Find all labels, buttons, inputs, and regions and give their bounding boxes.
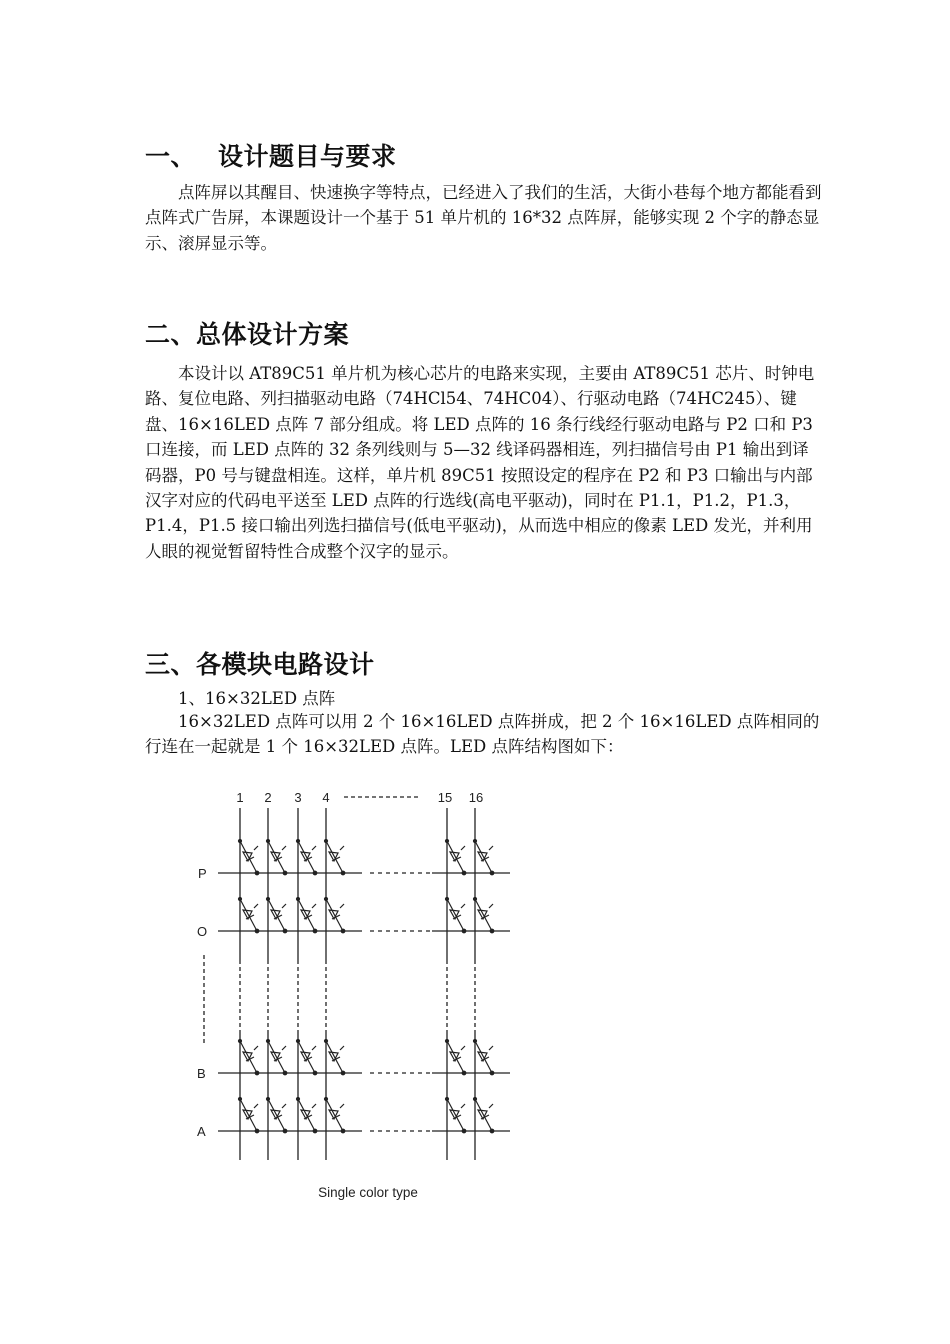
- led-cell: [325, 898, 345, 933]
- led-cell: [474, 1040, 494, 1075]
- column-label-16: 16: [468, 790, 484, 805]
- led-cell: [446, 840, 466, 875]
- led-cell: [297, 1040, 317, 1075]
- led-cell: [474, 840, 494, 875]
- section-3-heading: 三、各模块电路设计: [145, 650, 375, 679]
- led-cell: [446, 898, 466, 933]
- figure-caption: Single color type: [318, 1185, 418, 1200]
- led-cell: [325, 1040, 345, 1075]
- led-cells: [239, 840, 494, 1133]
- led-cell: [267, 1040, 287, 1075]
- led-cell: [267, 1098, 287, 1133]
- led-cell: [474, 898, 494, 933]
- column-label-3: 3: [294, 790, 302, 805]
- section-1-paragraph: 点阵屏以其醒目、快速换字等特点，已经进入了我们的生活，大街小巷每个地方都能看到点阵式广告屏，本课题设计一个基于 51 单片机的 16*32 点阵屏，能够实现 2 个字的静态显示、滚屏显示等。: [145, 183, 822, 253]
- column-label-2: 2: [264, 790, 272, 805]
- column-label-4: 4: [322, 790, 330, 805]
- column-label-15: 15: [437, 790, 453, 805]
- section-2-paragraph: 本设计以 AT89C51 单片机为核心芯片的电路来实现，主要由 AT89C51 芯片、时钟电路、复位电路、列扫描驱动电路（74HCl54、74HC04）、行驱动电路（74HC245）、键盘、16×16LED 点阵 7 部分组成。将 LED 点阵的 16 条行线经行驱动电路与 P2 口和 P3 口连接，而 LED 点阵的 32 条列线则与 5—32 线译码器相连，列扫描信号由 P1 输出到译码器，P0 号与键盘相连。这样，单片机 89C51 按照设定的程序在 P2 和 P3 口输出与内部汉字对应的代码电平送至 LED 点阵的行选线(高电平驱动)，同时在 P1.1，P1.2，P1.3，P1.4，P1.5 接口输出列选扫描信号(低电平驱动)，从而选中相应的像素 LED 发光，并利用人眼的视觉暂留特性合成整个汉字的显示。: [145, 364, 815, 561]
- section-3-subheading: 1、16×32LED 点阵: [178, 689, 336, 708]
- led-cell: [325, 840, 345, 875]
- section-3-paragraph: 16×32LED 点阵可以用 2 个 16×16LED 点阵拼成，把 2 个 16×16LED 点阵相同的行连在一起就是 1 个 16×32LED 点阵。LED 点阵结构图如下：: [145, 712, 820, 757]
- led-cell: [239, 1098, 259, 1133]
- led-cell: [239, 1040, 259, 1075]
- led-cell: [267, 898, 287, 933]
- led-cell: [325, 1098, 345, 1133]
- section-1-heading-number: 一、: [145, 142, 197, 171]
- led-cell: [239, 898, 259, 933]
- led-cell: [446, 1098, 466, 1133]
- column-label-1: 1: [236, 790, 244, 805]
- led-cell: [474, 1098, 494, 1133]
- row-label-p: P: [198, 866, 207, 881]
- row-label-a: A: [197, 1124, 206, 1139]
- row-label-o: O: [197, 924, 208, 939]
- led-cell: [297, 1098, 317, 1133]
- led-cell: [297, 840, 317, 875]
- section-2-heading: 二、总体设计方案: [145, 320, 350, 349]
- led-cell: [267, 840, 287, 875]
- led-cell: [297, 898, 317, 933]
- section-1-heading-text: 设计题目与要求: [218, 142, 397, 171]
- row-label-b: B: [197, 1066, 206, 1081]
- led-cell: [446, 1040, 466, 1075]
- led-cell: [239, 840, 259, 875]
- row-lines: [218, 873, 510, 1131]
